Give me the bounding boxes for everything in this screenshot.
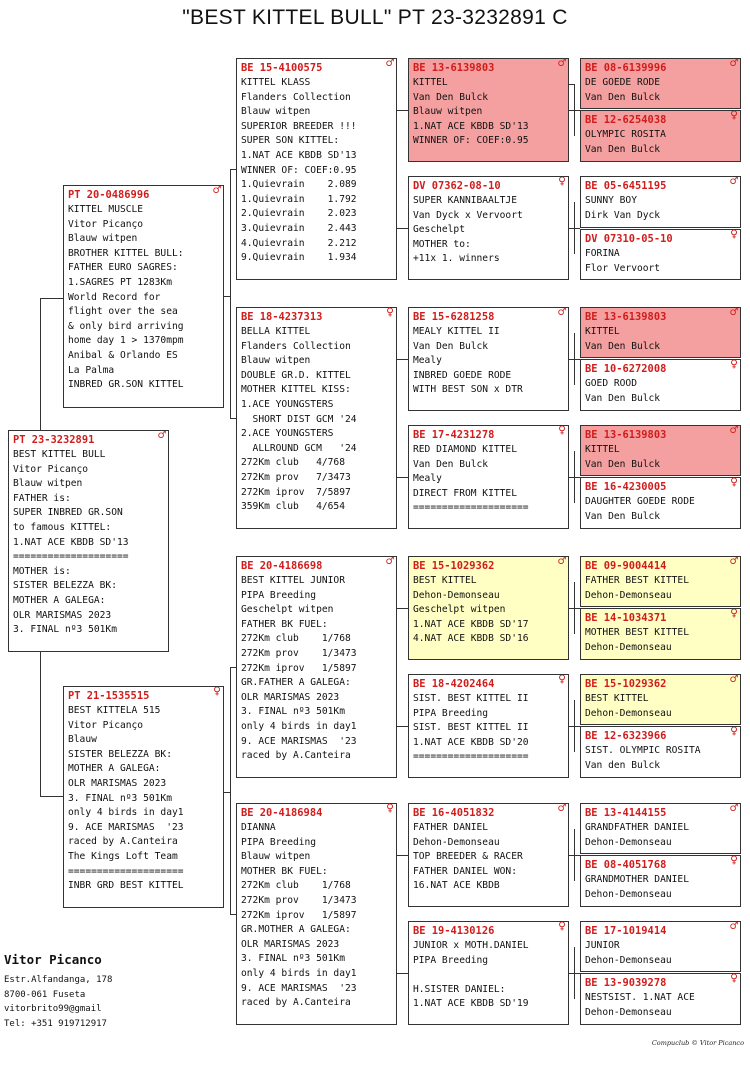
card-text-line: BEST KITTELA 515 (68, 705, 161, 716)
card-text-line: OLR MARISMAS 2023 (241, 691, 340, 703)
connector-line (397, 359, 408, 360)
great-grandparent-card (408, 58, 569, 162)
ring-number: BE 15-1029362 (413, 560, 495, 572)
card-text-line: TOP BREEDER & RACER (413, 851, 523, 863)
card-text-line: & only bird arriving (68, 320, 184, 332)
card-text-line: OLR MARISMAS 2023 (241, 938, 340, 950)
card-text-line: GOED ROOD (585, 378, 637, 389)
card-text-line: Flanders Collection (241, 91, 351, 103)
card-text-line: +11x 1. winners (413, 253, 500, 265)
card-text-line: Blauw witpen (241, 106, 311, 118)
gg-grandparent-card (580, 921, 741, 972)
ring-number: BE 20-4186984 (241, 807, 323, 819)
connector-line (230, 169, 236, 170)
card-text-line: NESTSIST. 1.NAT ACE (585, 992, 695, 1003)
ring-number: BE 09-9004414 (585, 560, 667, 572)
card-text-line: KITTEL (413, 77, 448, 88)
ring-number: BE 10-6272008 (585, 363, 667, 375)
card-text-line: KITTEL MUSCLE (68, 204, 144, 215)
card-text-line: WITH BEST SON x DTR (413, 384, 523, 396)
page-title: "BEST KITTEL BULL" PT 23-3232891 C (182, 6, 568, 29)
connector-line (569, 359, 580, 360)
card-text-line: Mealy (413, 473, 442, 485)
card-text-line: SIST. BEST KITTEL II (413, 722, 529, 734)
card-text-line: 1.Quievrain 2.089 (241, 179, 357, 191)
card-text-line: flight over the sea (68, 306, 178, 318)
card-text-line: 9.Quievrain 1.934 (241, 252, 357, 264)
female-symbol-icon: ♀ (730, 726, 738, 739)
ring-number: BE 17-4231278 (413, 429, 495, 441)
card-text-line: KITTEL (585, 444, 620, 455)
card-text-line: FATHER BEST KITTEL (585, 575, 689, 586)
card-text-line: Vitor Picanço (68, 218, 144, 230)
card-text-line: GRANDFATHER DANIEL (585, 822, 689, 833)
male-symbol-icon: ♂ (730, 921, 738, 934)
card-text-line: OLR MARISMAS 2023 (13, 609, 112, 621)
card-text-line: Van Den Bulck (585, 392, 661, 404)
card-text-line: The Kings Loft Team (68, 850, 178, 862)
card-text-line: DIRECT FROM KITTEL (413, 487, 517, 499)
card-text-line: SUPER SON KITTEL: (241, 135, 340, 147)
owner-address: Estr.Alfandanga, 178 (4, 975, 113, 985)
card-text-line: Dehon-Demonseau (413, 836, 500, 848)
card-text-line: 9. ACE MARISMAS '23 (241, 982, 357, 994)
connector-line (397, 110, 408, 111)
connector-line (230, 169, 231, 418)
card-text-line: MOTHER A GALEGA: (68, 763, 161, 775)
connector-line (40, 796, 63, 797)
female-symbol-icon: ♀ (730, 359, 738, 372)
connector-line (230, 667, 236, 668)
card-text-line: Dehon-Demonseau (585, 589, 672, 601)
card-text-line: 3. FINAL nº3 501Km (241, 706, 345, 718)
card-text-line: JUNIOR (585, 940, 620, 951)
card-text-line: Dehon-Demonseau (585, 888, 672, 900)
card-text-line: Mealy (413, 355, 442, 367)
card-text-line: 272Km prov 1/3473 (241, 647, 357, 659)
card-text-line: BEST KITTEL JUNIOR (241, 575, 345, 586)
card-text-line: FATHER DANIEL (413, 822, 489, 833)
card-text-line: 1.NAT ACE KBDB SD'20 (413, 736, 529, 748)
ring-number: BE 14-1034371 (585, 612, 667, 624)
card-text-line: 1.NAT ACE KBDB SD'13 (241, 149, 357, 161)
card-text-line: Van Den Bulck (585, 143, 661, 155)
ring-number: BE 15-1029362 (585, 678, 667, 690)
female-symbol-icon: ♀ (558, 425, 566, 438)
card-text-line: FATHER is: (13, 492, 71, 504)
card-text-line: MOTHER to: (413, 238, 471, 250)
card-text-line: raced by A.Canteira (241, 997, 351, 1009)
card-text-line: 16.NAT ACE KBDB (413, 880, 500, 892)
card-text-line: ALLROUND GCM '24 (241, 442, 357, 454)
ring-number: BE 19-4130126 (413, 925, 495, 937)
ring-number: BE 08-6139996 (585, 62, 667, 74)
male-symbol-icon: ♂ (213, 185, 221, 198)
card-text-line: Blauw witpen (413, 106, 483, 118)
male-symbol-icon: ♂ (558, 803, 566, 816)
card-text-line: 3.Quievrain 2.443 (241, 222, 357, 234)
ring-number: BE 16-4230005 (585, 481, 667, 493)
card-text-line: only 4 birds in day1 (68, 807, 184, 819)
female-symbol-icon: ♀ (730, 110, 738, 123)
maternal-grandmother-card (236, 803, 397, 1025)
card-text-line: SUPER KANNIBAALTJE (413, 195, 517, 206)
female-symbol-icon: ♀ (730, 608, 738, 621)
card-text-line: FATHER BK FUEL: (241, 618, 328, 630)
female-symbol-icon: ♀ (730, 973, 738, 986)
card-text-line: Van Den Bulck (413, 91, 489, 103)
ring-number: BE 12-6254038 (585, 114, 667, 126)
card-text-line: SUNNY BOY (585, 195, 637, 206)
paternal-grandmother-card (236, 307, 397, 529)
card-text-line: 272Km club 1/768 (241, 633, 351, 645)
female-symbol-icon: ♀ (730, 229, 738, 242)
gg-grandparent-card (580, 110, 741, 162)
card-text-line: ==================== (413, 751, 529, 763)
male-symbol-icon: ♂ (386, 556, 394, 569)
gg-grandparent-card (580, 803, 741, 854)
card-text-line: Anibal & Orlando ES (68, 349, 178, 361)
male-symbol-icon: ♂ (730, 803, 738, 816)
card-text-line: Geschelpt (413, 224, 465, 236)
gg-grandparent-card (580, 477, 741, 529)
card-text-line: BEST KITTEL BULL (13, 449, 106, 460)
card-text-line: 272Km club 4/768 (241, 457, 345, 469)
owner-name: Vitor Picanco (4, 952, 102, 967)
card-text-line: WINNER OF: COEF:0.95 (241, 164, 357, 176)
card-text-line: 9. ACE MARISMAS '23 (68, 821, 184, 833)
card-text-line: Blauw (68, 734, 97, 746)
card-text-line: H.SISTER DANIEL: (413, 983, 506, 995)
card-text-line: INBRED GR.SON KITTEL (68, 379, 184, 391)
card-text-line: SUPERIOR BREEDER !!! (241, 120, 357, 132)
card-text-line: only 4 birds in day1 (241, 967, 357, 979)
card-text-line: Dehon-Demonseau (585, 836, 672, 848)
ring-number: BE 15-4100575 (241, 62, 323, 74)
card-text-line: 1.NAT ACE KBDB SD'19 (413, 998, 529, 1010)
card-text-line: PIPA Breeding (413, 707, 489, 719)
card-text-line: PIPA Breeding (241, 836, 317, 848)
ring-number: BE 20-4186698 (241, 560, 323, 572)
card-text-line: BEST KITTEL (413, 575, 477, 586)
ring-number: BE 17-1019414 (585, 925, 667, 937)
mother-card (63, 686, 224, 908)
card-text-line: SIST. BEST KITTEL II (413, 693, 529, 704)
card-text-line: 2.Quievrain 2.023 (241, 208, 357, 220)
connector-line (569, 477, 580, 478)
great-grandparent-card (408, 307, 569, 411)
card-text-line: 4.Quievrain 2.212 (241, 237, 357, 249)
card-text-line: home day 1 > 1370mpm (68, 335, 184, 347)
card-text-line: Blauw witpen (13, 478, 83, 490)
connector-line (397, 973, 408, 974)
great-grandparent-card (408, 425, 569, 529)
connector-line (40, 652, 41, 797)
gg-grandparent-card (580, 674, 741, 725)
owner-phone: Tel: +351 919712917 (4, 1018, 107, 1029)
card-text-line: RED DIAMOND KITTEL (413, 444, 517, 455)
card-text-line: JUNIOR x MOTH.DANIEL (413, 940, 529, 951)
card-text-line: SHORT DIST GCM '24 (241, 413, 357, 425)
card-text-line: MOTHER A GALEGA: (13, 594, 106, 606)
gg-grandparent-card (580, 726, 741, 778)
female-symbol-icon: ♀ (730, 855, 738, 868)
card-text-line: 1.Quievrain 1.792 (241, 193, 357, 205)
root-bird-card (8, 430, 169, 652)
ring-number: PT 23-3232891 (13, 434, 95, 446)
card-text-line: WINNER OF: COEF:0.95 (413, 135, 529, 147)
card-text-line: SUPER INBRED GR.SON (13, 507, 123, 519)
card-text-line: SISTER BELEZZA BK: (13, 580, 117, 592)
card-text-line: FATHER EURO SAGRES: (68, 262, 178, 274)
maternal-grandfather-card (236, 556, 397, 778)
father-card (63, 185, 224, 408)
card-text-line: 1.ACE YOUNGSTERS (241, 398, 334, 410)
card-text-line: SISTER BELEZZA BK: (68, 748, 172, 760)
connector-line (397, 228, 408, 229)
great-grandparent-card (408, 556, 569, 660)
card-text-line: ==================== (68, 865, 184, 877)
ring-number: BE 12-6323966 (585, 730, 667, 742)
card-text-line: to famous KITTEL: (13, 521, 112, 533)
card-text-line: KITTEL (585, 326, 620, 337)
card-text-line: Dehon-Demonseau (585, 1006, 672, 1018)
ring-number: BE 16-4051832 (413, 807, 495, 819)
card-text-line: Flor Vervoort (585, 262, 661, 274)
male-symbol-icon: ♂ (558, 58, 566, 71)
card-text-line: SIST. OLYMPIC ROSITA (585, 745, 701, 756)
ring-number: PT 20-0486996 (68, 189, 150, 201)
card-text-line: DAUGHTER GOEDE RODE (585, 496, 695, 507)
ring-number: BE 13-6139803 (585, 311, 667, 323)
owner-email: vitorbrito99@gmail (4, 1004, 102, 1015)
owner-block (4, 952, 112, 1031)
card-text-line: 3. FINAL nº3 501Km (13, 624, 117, 636)
card-text-line: MOTHER KITTEL KISS: (241, 384, 351, 396)
card-text-line: Van Den Bulck (413, 458, 489, 470)
connector-line (40, 298, 63, 299)
card-text-line: Dirk Van Dyck (585, 209, 661, 221)
card-text-line: 3. FINAL nº3 501Km (68, 792, 172, 804)
gg-grandparent-card (580, 176, 741, 228)
gg-grandparent-card (580, 608, 741, 660)
gg-grandparent-card (580, 973, 741, 1025)
card-text-line: OLYMPIC ROSITA (585, 129, 666, 140)
card-text-line: Dehon-Demonseau (585, 641, 672, 653)
card-text-line: Van Den Bulck (585, 340, 661, 352)
card-text-line: Van Den Bulck (585, 458, 661, 470)
female-symbol-icon: ♀ (558, 176, 566, 189)
card-text-line: Blauw witpen (68, 233, 138, 245)
card-text-line: 272Km iprov 1/5897 (241, 909, 357, 921)
card-text-line: Van Den Bulck (413, 340, 489, 352)
card-text-line: 272Km iprov 1/5897 (241, 662, 357, 674)
card-text-line: BROTHER KITTEL BULL: (68, 247, 184, 259)
card-text-line: World Record for (68, 291, 161, 303)
card-text-line: INBRED GOEDE RODE (413, 369, 512, 381)
male-symbol-icon: ♂ (730, 58, 738, 71)
ring-number: BE 13-6139803 (413, 62, 495, 74)
card-text-line: raced by A.Canteira (68, 836, 178, 848)
card-text-line: 9. ACE MARISMAS '23 (241, 735, 357, 747)
connector-line (397, 855, 408, 856)
connector-line (569, 973, 580, 974)
ring-number: BE 05-6451195 (585, 180, 667, 192)
card-text-line: 272Km prov 7/3473 (241, 471, 351, 483)
card-text-line: Van Dyck x Vervoort (413, 209, 523, 221)
male-symbol-icon: ♂ (730, 556, 738, 569)
ring-number: BE 13-9039278 (585, 977, 667, 989)
connector-line (569, 608, 580, 609)
ring-number: BE 08-4051768 (585, 859, 667, 871)
card-text-line: GR.MOTHER A GALEGA: (241, 924, 351, 936)
card-text-line: Blauw witpen (241, 851, 311, 863)
card-text-line: BEST KITTEL (585, 693, 649, 704)
female-symbol-icon: ♀ (730, 477, 738, 490)
card-text-line: KITTEL KLASS (241, 77, 311, 88)
connector-line (397, 608, 408, 609)
ring-number: BE 15-6281258 (413, 311, 495, 323)
male-symbol-icon: ♂ (730, 674, 738, 687)
ring-number: DV 07310-05-10 (585, 233, 673, 245)
card-text-line: 1.SAGRES PT 1283Km (68, 276, 172, 288)
male-symbol-icon: ♂ (386, 58, 394, 71)
connector-line (397, 477, 408, 478)
card-text-line: Geschelpt witpen (241, 604, 334, 616)
card-text-line: Flanders Collection (241, 340, 351, 352)
ring-number: BE 18-4202464 (413, 678, 495, 690)
ring-number: BE 18-4237313 (241, 311, 323, 323)
great-grandparent-card (408, 674, 569, 778)
male-symbol-icon: ♂ (730, 307, 738, 320)
card-text-line: PIPA Breeding (241, 589, 317, 601)
paternal-grandfather-card (236, 58, 397, 280)
card-text-line: FORINA (585, 248, 620, 259)
connector-line (230, 914, 236, 915)
female-symbol-icon: ♀ (558, 921, 566, 934)
great-grandparent-card (408, 921, 569, 1025)
card-text-line: Dehon-Demonseau (585, 707, 672, 719)
card-text-line: Van den Bulck (585, 759, 661, 771)
card-text-line: ==================== (13, 551, 129, 563)
male-symbol-icon: ♂ (558, 307, 566, 320)
card-text-line: Vitor Picanço (13, 463, 89, 475)
connector-line (230, 418, 236, 419)
great-grandparent-card (408, 803, 569, 907)
female-symbol-icon: ♀ (386, 803, 394, 816)
card-text-line: INBR GRD BEST KITTEL (68, 880, 184, 892)
ring-number: BE 13-6139803 (585, 429, 667, 441)
card-text-line: Vitor Picanço (68, 719, 144, 731)
card-text-line: 1.NAT ACE KBDB SD'13 (13, 536, 129, 548)
male-symbol-icon: ♂ (730, 425, 738, 438)
card-text-line: La Palma (68, 364, 115, 376)
female-symbol-icon: ♀ (386, 307, 394, 320)
ring-number: DV 07362-08-10 (413, 180, 501, 192)
card-text-line: DOUBLE GR.D. KITTEL (241, 369, 351, 381)
connector-line (397, 726, 408, 727)
card-text-line: MEALY KITTEL II (413, 326, 500, 337)
card-text-line: 1.NAT ACE KBDB SD'17 (413, 618, 529, 630)
card-text-line: raced by A.Canteira (241, 750, 351, 762)
gg-grandparent-card (580, 855, 741, 907)
card-text-line: 272Km prov 1/3473 (241, 894, 357, 906)
connector-line (230, 667, 231, 914)
footer-credit: Compuclub © Vitor Picanco (651, 1039, 744, 1047)
ring-number: BE 13-4144155 (585, 807, 667, 819)
gg-grandparent-card (580, 556, 741, 607)
ring-number: PT 21-1535515 (68, 690, 150, 702)
card-text-line: 359Km club 4/654 (241, 501, 345, 513)
card-text-line: GR.FATHER A GALEGA: (241, 677, 351, 689)
connector-line (569, 726, 580, 727)
great-grandparent-card (408, 176, 569, 280)
card-text-line: DIANNA (241, 822, 276, 833)
card-text-line: 3. FINAL nº3 501Km (241, 953, 345, 965)
card-text-line: DE GOEDE RODE (585, 77, 661, 88)
card-text-line: GRANDMOTHER DANIEL (585, 874, 689, 885)
card-text-line: 2.ACE YOUNGSTERS (241, 428, 334, 440)
gg-grandparent-card (580, 229, 741, 280)
connector-line (569, 110, 580, 111)
card-text-line: 272Km club 1/768 (241, 880, 351, 892)
gg-grandparent-card (580, 58, 741, 109)
connector-line (40, 298, 41, 430)
gg-grandparent-card (580, 307, 741, 358)
card-text-line: FATHER DANIEL WON: (413, 865, 517, 877)
card-text-line: 272Km iprov 7/5897 (241, 486, 351, 498)
gg-grandparent-card (580, 425, 741, 476)
card-text-line: OLR MARISMAS 2023 (68, 777, 167, 789)
male-symbol-icon: ♂ (158, 430, 166, 443)
owner-city: 8700-061 Fuseta (4, 989, 86, 1000)
card-text-line: 4.NAT ACE KBDB SD'16 (413, 633, 529, 645)
card-text-line: Dehon-Demonseau (413, 589, 500, 601)
gg-grandparent-card (580, 359, 741, 411)
connector-line (569, 228, 580, 229)
male-symbol-icon: ♂ (730, 176, 738, 189)
card-text-line: only 4 birds in day1 (241, 720, 357, 732)
card-text-line: Blauw witpen (241, 355, 311, 367)
card-text-line: 1.NAT ACE KBDB SD'13 (413, 120, 529, 132)
card-text-line: Dehon-Demonseau (585, 954, 672, 966)
connector-line (569, 855, 580, 856)
card-text-line: PIPA Breeding (413, 954, 489, 966)
card-text-line: Van Den Bulck (585, 510, 661, 522)
female-symbol-icon: ♀ (213, 686, 221, 699)
card-text-line: Geschelpt witpen (413, 604, 506, 616)
card-text-line: MOTHER BK FUEL: (241, 865, 328, 877)
card-text-line: BELLA KITTEL (241, 326, 311, 337)
card-text-line: Van Den Bulck (585, 91, 661, 103)
card-text-line: MOTHER is: (13, 565, 71, 577)
card-text-line: ==================== (413, 502, 529, 514)
card-text-line: MOTHER BEST KITTEL (585, 627, 689, 638)
male-symbol-icon: ♂ (558, 556, 566, 569)
female-symbol-icon: ♀ (558, 674, 566, 687)
card-text-line (413, 968, 564, 983)
